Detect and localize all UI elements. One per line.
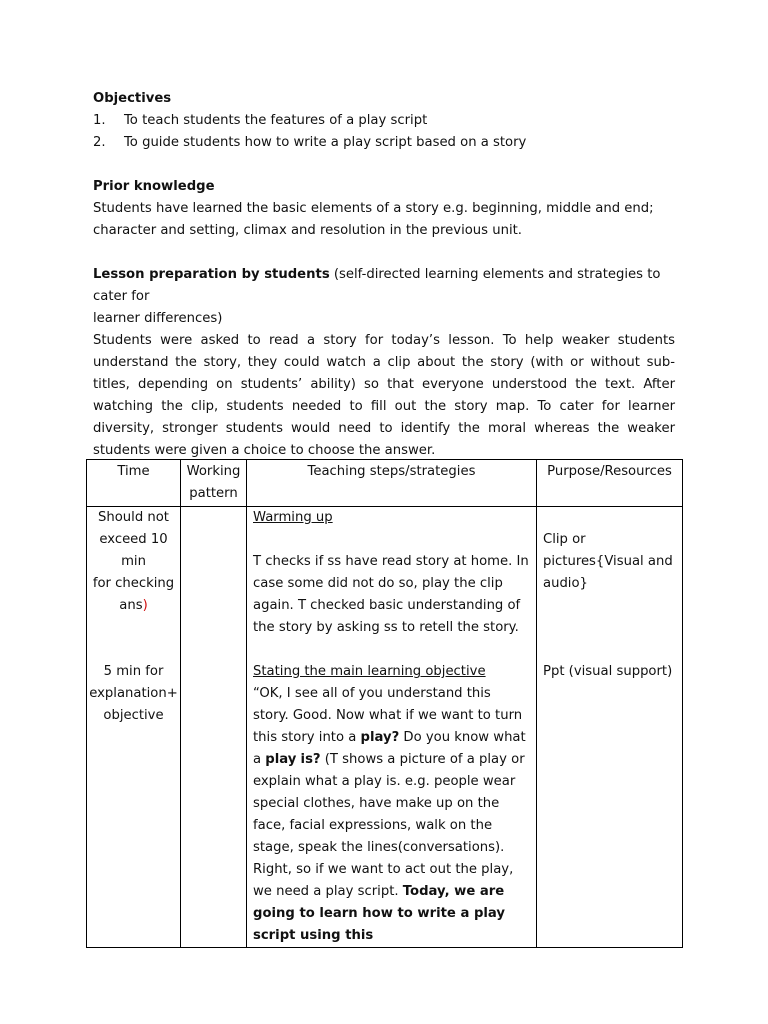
header-time: Time: [87, 460, 181, 507]
time-text: for checking: [92, 576, 175, 591]
explanation-text: (T shows a picture of a play or explain what a play is. e.g. people wear special clothes, have make up on the face, facial expressions, walk on the stage, speak the lines(conversations).: [253, 752, 525, 855]
objective-item-1: [93, 110, 675, 132]
explanation-bold: play: [265, 752, 297, 767]
prior-knowledge-line-2: character and setting, climax and resolution in the previous unit.: [93, 223, 522, 238]
time-text: min: [121, 554, 146, 569]
header-working-pattern: Working pattern: [181, 460, 247, 507]
time-cell: [87, 507, 181, 948]
objectives-heading: Objectives: [93, 91, 172, 106]
time-text: 5 min for: [103, 664, 164, 679]
objective-title: Stating the main learning objective: [253, 664, 486, 679]
time-text-red: ): [142, 598, 148, 613]
preparation-heading-rest: (self-directed learning elements and strategies to cater for: [93, 267, 661, 304]
prior-knowledge-heading: Prior knowledge: [93, 179, 215, 194]
explanation-bold: play?: [360, 730, 400, 745]
resource-clip: Clip or pictures{Visual and audio}: [543, 532, 673, 591]
header-teaching-steps: Teaching steps/strategies: [247, 460, 537, 507]
warming-up-text: T checks if ss have read story at home. In case some did not do so, play the clip again. T checked basic understanding of the story by asking ss to retell the story.: [253, 554, 529, 635]
preparation-heading-bold: Lesson preparation by students: [93, 267, 330, 282]
intro-bold: Today, we are going to learn how to write a play script using this: [253, 884, 506, 943]
time-text: explanation+: [89, 686, 178, 701]
lesson-plan-page: [93, 88, 675, 462]
explanation-text: Do you know what a: [253, 730, 526, 767]
warming-up-title: Warming up: [253, 510, 333, 525]
objective-text: To teach students the features of a play script: [124, 113, 428, 128]
objective-number: 2.: [93, 135, 106, 150]
preparation-heading-line-2: learner differences): [93, 311, 223, 326]
preparation-paragraph: Students were asked to read a story for today’s lesson. To help weaker students understand the story, they could watch a clip about the story (with or without sub-titles, depending on students’ ability) so that everyone understood the text. After watching the clip, students needed to fill out the story map. To cater for learner diversity, stronger students would need to identify the moral whereas the weaker students were given a choice to choose the answer.: [93, 333, 675, 458]
lesson-steps-table: [86, 459, 683, 948]
intro-text: Right, so if we want to act out the play, we need a play script.: [253, 862, 514, 899]
time-text: objective: [103, 708, 164, 723]
objective-text: To guide students how to write a play script based on a story: [124, 135, 527, 150]
prior-knowledge-line-1: Students have learned the basic elements of a story e.g. beginning, middle and end;: [93, 201, 654, 216]
header-purpose-resources: Purpose/Resources: [537, 460, 683, 507]
time-text: exceed 10: [99, 532, 168, 547]
resource-ppt: Ppt (visual support): [543, 664, 673, 679]
teaching-steps-cell: [247, 507, 537, 948]
objective-explanation: [253, 683, 530, 859]
working-pattern-cell: [181, 507, 247, 948]
purpose-resources-cell: [537, 507, 683, 948]
objective-number: 1.: [93, 113, 106, 128]
table-row: [87, 507, 683, 948]
table-header-row: [87, 460, 683, 507]
time-text: Should not: [98, 510, 169, 525]
time-text: ans: [119, 598, 143, 613]
explanation-bold: is?: [300, 752, 321, 767]
play-script-intro: [253, 859, 530, 947]
objective-item-2: [93, 132, 675, 154]
preparation-heading: [93, 264, 675, 308]
explanation-text: “OK, I see all of you understand this story. Good. Now what if we want to turn this story into a: [253, 686, 523, 745]
time-text-line: [87, 595, 180, 617]
